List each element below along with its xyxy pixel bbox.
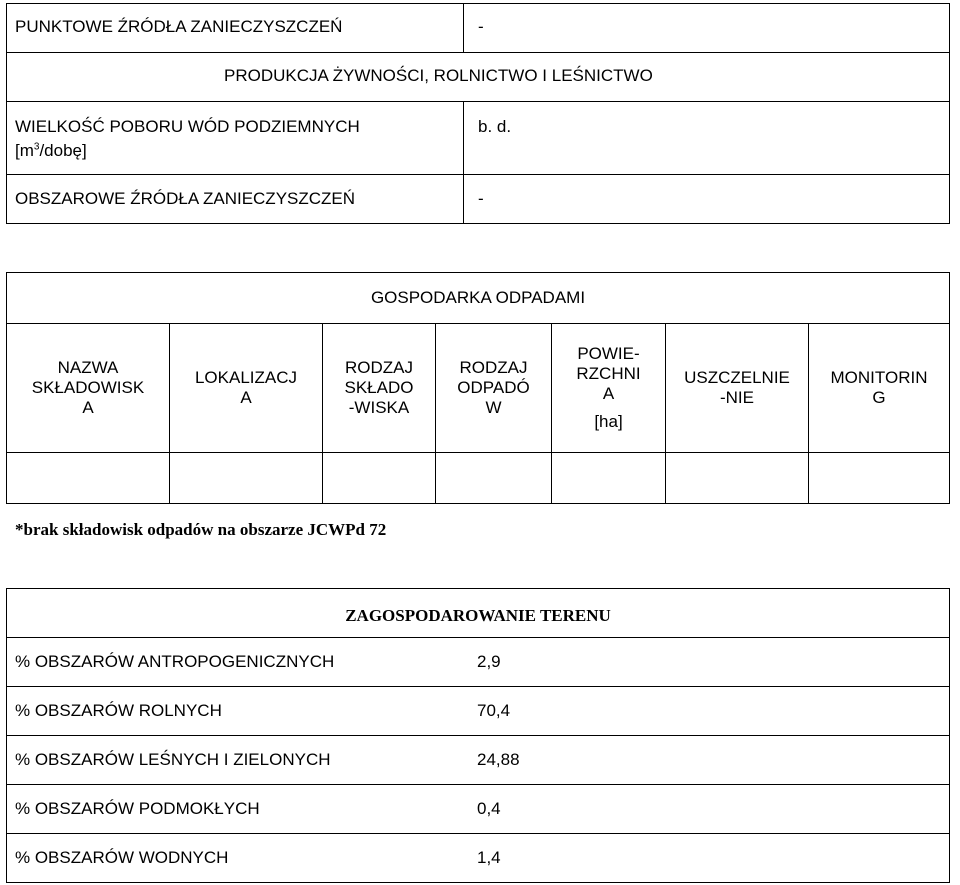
header-sealing: USZCZELNIE -NIE: [665, 323, 809, 453]
withdrawal-unit-prefix: [m: [15, 141, 34, 160]
empty-cell-5: [551, 452, 666, 504]
waste-note: *brak składowisk odpadów na obszarze JCWPd 72: [15, 520, 387, 539]
point-sources-value-cell: [463, 3, 950, 53]
header-landfill-name: NAZWA SKŁADOWISK A: [6, 323, 170, 453]
land-use-label-agricultural: % OBSZARÓW ROLNYCH: [15, 701, 222, 720]
empty-cell-2: [169, 452, 323, 504]
land-use-label-anthropogenic: % OBSZARÓW ANTROPOGENICZNYCH: [15, 652, 335, 671]
header-area: POWIE- RZCHNI A [ha]: [551, 323, 666, 453]
empty-cell-7: [808, 452, 950, 504]
category-title: PRODUKCJA ŻYWNOŚCI, ROLNICTWO I LEŚNICTWO: [224, 66, 653, 85]
area-sources-label: OBSZAROWE ŹRÓDŁA ZANIECZYSZCZEŃ: [15, 189, 356, 208]
withdrawal-unit-suffix: /dobę]: [39, 141, 87, 160]
area-sources-value-cell: [463, 174, 950, 224]
header-location: LOKALIZACJ A: [169, 323, 323, 453]
withdrawal-label: WIELKOŚĆ POBORU WÓD PODZIEMNYCH: [15, 117, 360, 136]
land-use-value-water: 1,4: [477, 848, 501, 867]
point-sources-value: -: [478, 17, 484, 36]
empty-cell-3: [322, 452, 436, 504]
empty-cell-1: [6, 452, 170, 504]
withdrawal-unit-superscript: 3: [33, 141, 40, 153]
withdrawal-label-cell: [6, 101, 464, 175]
empty-cell-4: [435, 452, 552, 504]
empty-cell-6: [665, 452, 809, 504]
land-use-value-agricultural: 70,4: [477, 701, 511, 720]
area-sources-value: -: [478, 189, 484, 208]
header-waste-type: RODZAJ ODPADÓ W: [435, 323, 552, 453]
land-use-value-wetland: 0,4: [477, 799, 501, 818]
land-use-value-anthropogenic: 2,9: [477, 652, 501, 671]
land-use-value-forest: 24,88: [477, 750, 520, 769]
withdrawal-value: b. d.: [478, 117, 512, 136]
header-monitoring: MONITORIN G: [808, 323, 950, 453]
withdrawal-unit: [15, 141, 87, 161]
header-landfill-type: RODZAJ SKŁADO -WISKA: [322, 323, 436, 453]
land-use-title: ZAGOSPODAROWANIE TERENU: [6, 588, 950, 638]
land-use-label-wetland: % OBSZARÓW PODMOKŁYCH: [15, 799, 260, 818]
land-use-label-forest: % OBSZARÓW LEŚNYCH I ZIELONYCH: [15, 750, 331, 769]
waste-title: GOSPODARKA ODPADAMI: [6, 272, 950, 324]
withdrawal-value-cell: [463, 101, 950, 175]
land-use-label-water: % OBSZARÓW WODNYCH: [15, 848, 229, 867]
point-sources-label: PUNKTOWE ŹRÓDŁA ZANIECZYSZCZEŃ: [15, 17, 343, 36]
